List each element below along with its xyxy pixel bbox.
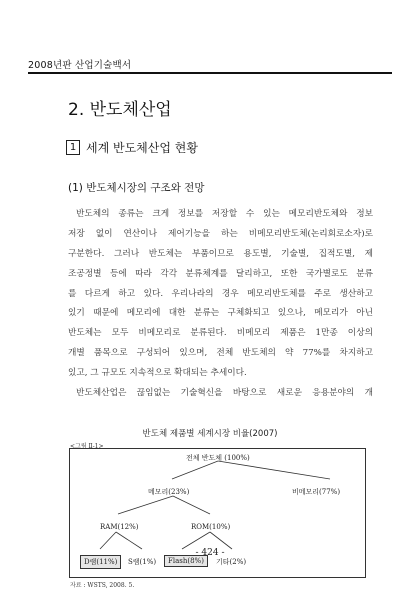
paragraph-2 [68, 384, 373, 404]
header-rule [28, 72, 392, 74]
node-dram: D램(11%) [80, 555, 121, 569]
paragraph-line: 조공정별 등에 따라 각각 분류체계를 달리하고, 또한 국가별로도 분류 [68, 268, 373, 279]
paragraph-line: 있기 때문에 메모리에 대한 분류는 구체화되고 있으나, 메모리가 아닌 [68, 308, 373, 319]
node-ram: RAM(12%) [100, 523, 139, 531]
connector-line [116, 532, 142, 549]
figure-tree-diagram [69, 448, 366, 578]
section-heading [66, 139, 198, 156]
figure-source: 자료 : WSTS, 2008. 5. [70, 582, 135, 589]
paragraph-line: 구분한다. 그러나 반도체는 부품이므로 용도별, 기술별, 집적도별, 제 [68, 248, 373, 259]
node-nonmemory: 비메모리(77%) [292, 488, 341, 496]
paragraph-line: 반도체산업은 끊임없는 기술혁신을 바탕으로 새로운 응용분야의 개 [76, 388, 373, 398]
figure-label: <그림 Ⅱ-1> [70, 443, 104, 450]
node-memory: 메모리(23%) [148, 488, 190, 496]
paragraph-line: 있고, 그 규모도 지속적으로 확대되는 추세이다. [68, 368, 247, 379]
section-number-box: 1 [66, 140, 80, 155]
node-total: 전체 반도체 (100%) [186, 454, 250, 462]
subsection-title: (1) 반도체시장의 구조와 전망 [68, 182, 205, 194]
figure-title: 반도체 제품별 세계시장 비율(2007) [142, 429, 278, 439]
connector-line [173, 496, 210, 514]
paragraph-1 [68, 205, 373, 384]
running-header: 2008년판 산업기술백서 [28, 60, 132, 71]
connector-line [182, 532, 210, 549]
paragraph-line: 를 다르게 하고 있다. 우리나라의 경우 메모리반도체를 주로 생산하고 [68, 288, 373, 299]
node-sram: S램(1%) [128, 558, 157, 566]
connector-line [172, 461, 218, 479]
node-flash: Flash(8%) [164, 555, 208, 567]
paragraph-line: 반도체는 모두 비메모리로 분류된다. 비메모리 제품은 1만종 이상의 [68, 328, 373, 339]
paragraph-line: 반도체의 종류는 크게 정보를 저장할 수 있는 메모리반도체와 정보 [76, 209, 373, 219]
paragraph-line: 저장 없이 연산이나 제어기능을 하는 비메모리반도체(논리회로소자)로 [68, 228, 373, 239]
chapter-title: 2. 반도체산업 [68, 100, 172, 120]
connector-line [100, 532, 116, 549]
node-rom: ROM(10%) [191, 523, 231, 531]
connector-line [218, 461, 330, 479]
section-title: 세계 반도체산업 현황 [86, 141, 198, 155]
connector-line [118, 496, 173, 514]
paragraph-line: 개별 품목으로 구성되어 있으며, 전체 반도체의 약 77%를 차지하고 [68, 348, 373, 359]
connector-line [210, 532, 232, 549]
page-number: - 424 - [195, 548, 225, 558]
node-other: 기타(2%) [216, 558, 247, 566]
